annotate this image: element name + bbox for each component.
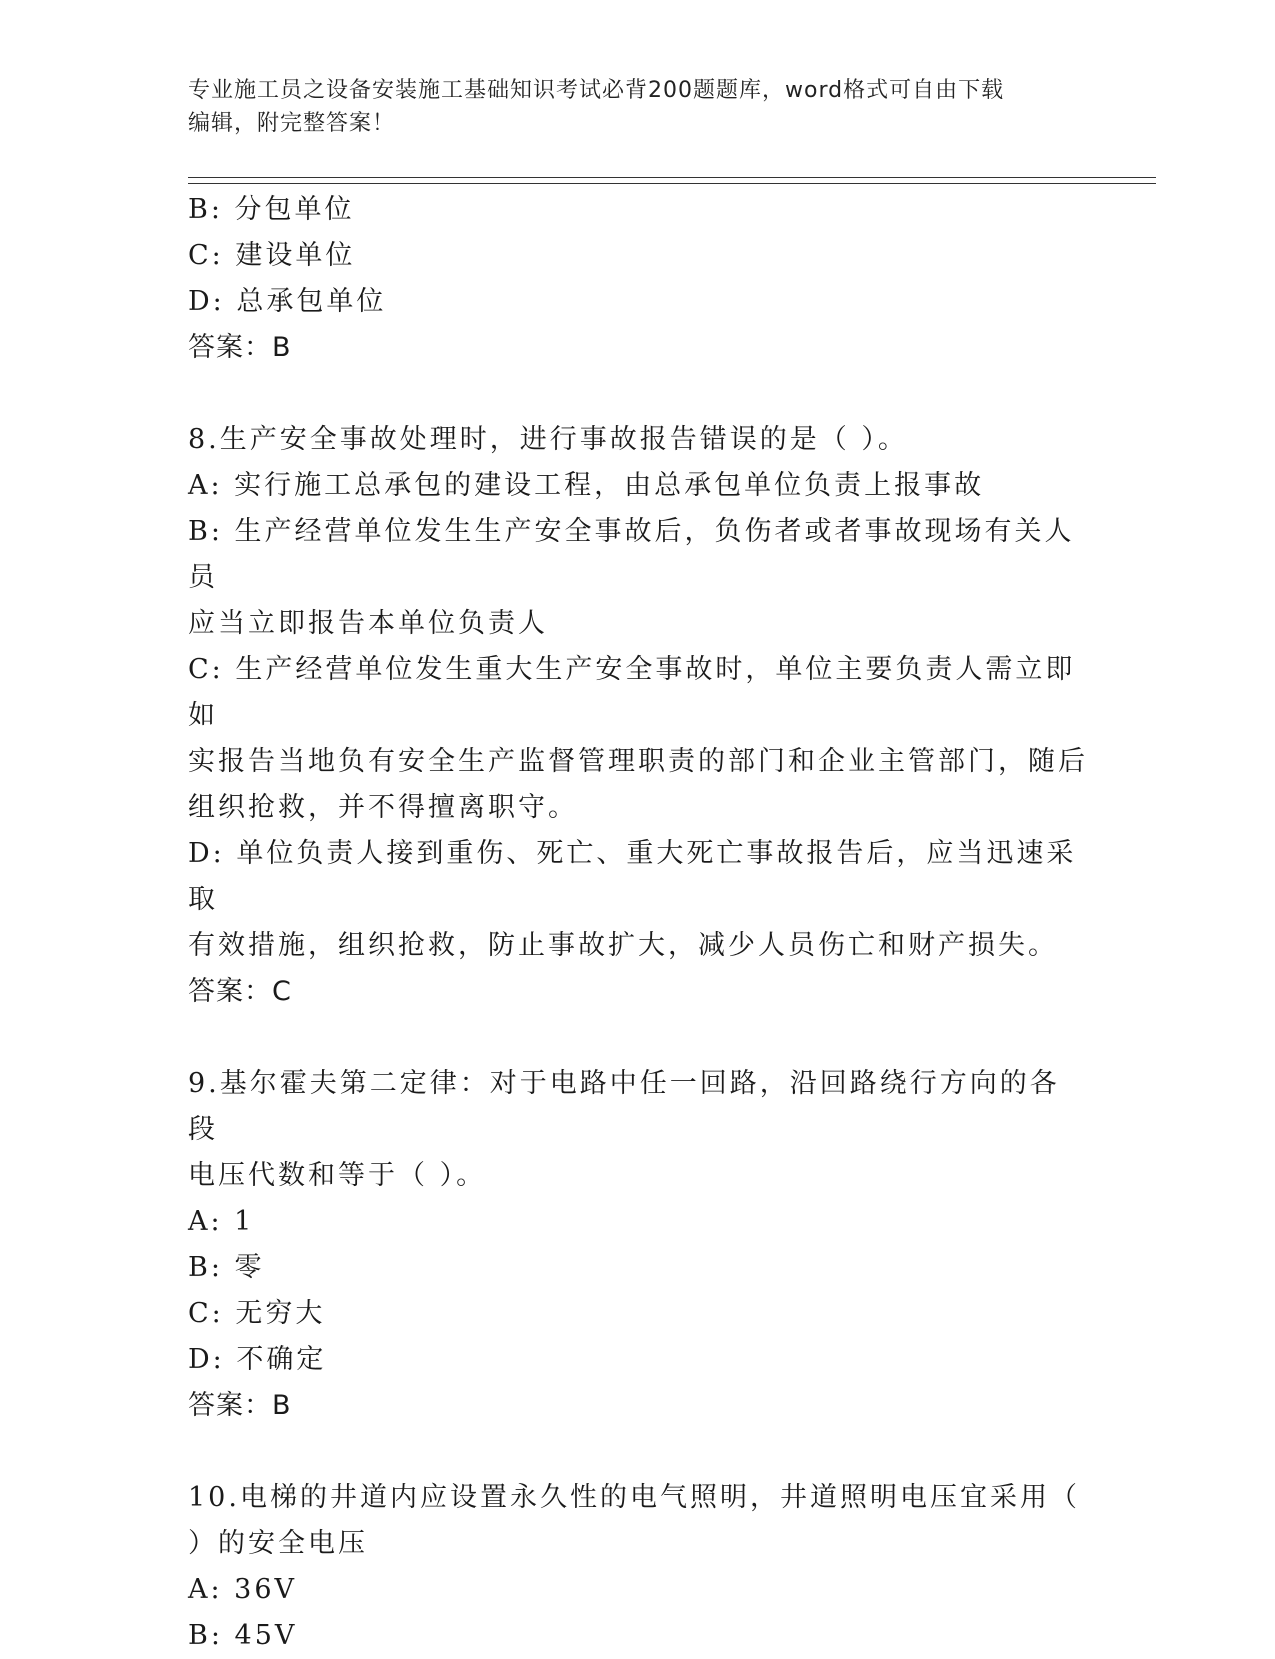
spacer: [188, 371, 1088, 417]
option-b: B: 零: [188, 1252, 265, 1283]
question-text-continued: 电压代数和等于（ ）。: [188, 1160, 487, 1191]
option-c: C: 生产经营单位发生重大生产安全事故时，单位主要负责人需立即如: [188, 654, 1076, 731]
answer-line: 答案：B: [188, 1390, 292, 1421]
option-a: A: 实行施工总承包的建设工程，由总承包单位负责上报事故: [188, 470, 985, 501]
option-d: D: 总承包单位: [188, 286, 387, 317]
answer-line: 答案：C: [188, 976, 292, 1007]
option-a: A: 36V: [188, 1574, 298, 1605]
option-c-continued: 组织抢救，并不得擅离职守。: [188, 792, 578, 823]
option-b: B: 45V: [188, 1620, 298, 1651]
option-c-continued: 实报告当地负有安全生产监督管理职责的部门和企业主管部门，随后: [188, 746, 1088, 777]
option-c: C: 建设单位: [188, 240, 356, 271]
question-10: [188, 1475, 1088, 1659]
spacer: [188, 1015, 1088, 1061]
question-text: 8.生产安全事故处理时，进行事故报告错误的是（ ）。: [188, 424, 908, 455]
question-text-continued: ）的安全电压: [188, 1528, 368, 1559]
question-9: [188, 1061, 1088, 1429]
header-divider: [188, 177, 1156, 184]
option-a: A: 1: [188, 1206, 255, 1237]
option-b: B: 生产经营单位发生生产安全事故后，负伤者或者事故现场有关人员: [188, 516, 1075, 593]
answer-line: 答案：B: [188, 332, 292, 363]
question-text: 9.基尔霍夫第二定律：对于电路中任一回路，沿回路绕行方向的各段: [188, 1068, 1060, 1145]
spacer: [188, 1429, 1088, 1475]
header-title-line-2: 编辑，附完整答案！: [188, 111, 396, 136]
option-b: B: 分包单位: [188, 194, 355, 225]
option-d: D: 单位负责人接到重伤、死亡、重大死亡事故报告后，应当迅速采取: [188, 838, 1077, 915]
option-b-continued: 应当立即报告本单位负责人: [188, 608, 548, 639]
option-d: D: 不确定: [188, 1344, 327, 1375]
question-8: [188, 417, 1088, 1015]
question-7-tail: [188, 187, 1088, 371]
header-title-line-1: 专业施工员之设备安装施工基础知识考试必背200题题库，word格式可自由下载: [188, 78, 1005, 103]
question-list: [188, 187, 1088, 1659]
option-d-continued: 有效措施，组织抢救，防止事故扩大，减少人员伤亡和财产损失。: [188, 930, 1058, 961]
option-c: C: 无穷大: [188, 1298, 326, 1329]
document-header: [188, 74, 1088, 140]
question-text: 10.电梯的井道内应设置永久性的电气照明，井道照明电压宜采用（: [188, 1482, 1080, 1513]
